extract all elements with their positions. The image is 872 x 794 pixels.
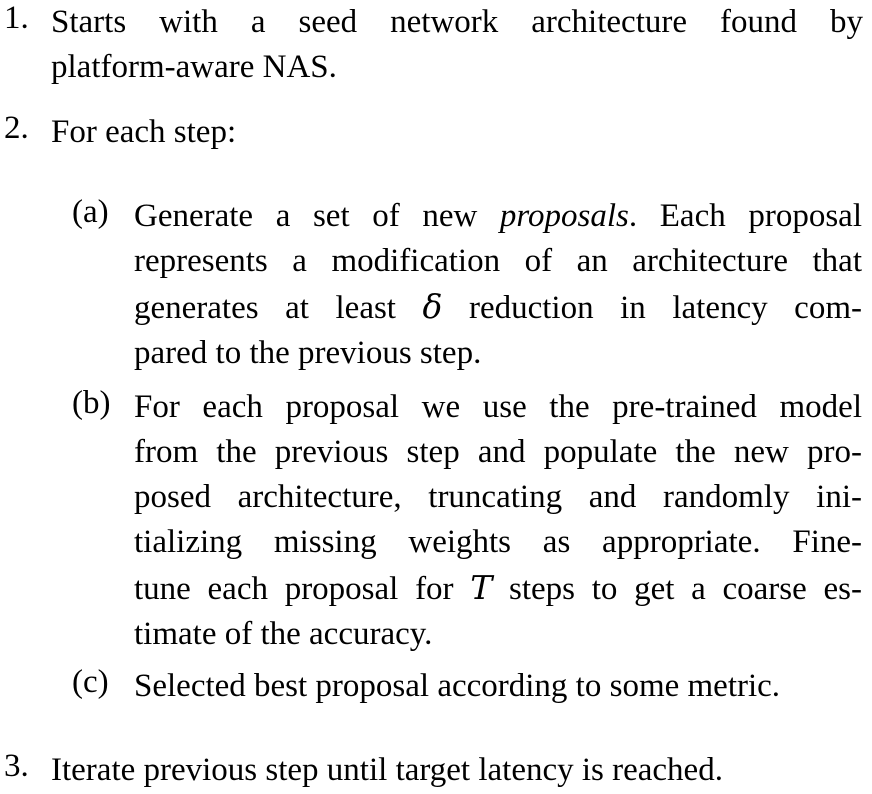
sublist-marker-b: (b) bbox=[72, 385, 111, 421]
sublist-item-a-line-2: represents a modification of an architecture that bbox=[134, 243, 862, 279]
sublist-item-a-line-3 bbox=[134, 284, 862, 331]
list-item-1 bbox=[4, 0, 863, 90]
t-symbol: T bbox=[470, 568, 493, 607]
sublist-item-b-line-4: tializing missing weights as appropriate. Fine- bbox=[134, 524, 862, 560]
list-item-2-text bbox=[51, 110, 863, 155]
list-item-1-line-2: platform-aware NAS. bbox=[51, 49, 337, 85]
list-item-2 bbox=[4, 110, 863, 155]
sublist-item-b-line-3: posed architecture, truncating and randomly ini- bbox=[134, 479, 862, 515]
list-item-3-line-1: Iterate previous step until target latency is reached. bbox=[51, 752, 723, 788]
sublist-item-b bbox=[72, 385, 862, 657]
sublist-item-c-line-1: Selected best proposal according to some metric. bbox=[134, 668, 781, 704]
sublist-item-a-line-1-post: . Each proposal bbox=[628, 198, 862, 234]
list-marker-2: 2. bbox=[4, 110, 29, 146]
sublist-item-c-text bbox=[134, 664, 862, 709]
list-item-3 bbox=[4, 748, 863, 793]
sublist-item-a-line-3-pre: generates at least bbox=[134, 290, 423, 326]
sublist-item-b-line-2: from the previous step and populate the new pro- bbox=[134, 434, 862, 470]
list-item-3-text bbox=[51, 748, 863, 793]
sublist-item-a-text bbox=[134, 194, 862, 376]
sublist-item-b-line-6: timate of the accuracy. bbox=[134, 616, 433, 652]
sublist-marker-a: (a) bbox=[72, 194, 109, 230]
sublist-item-c bbox=[72, 664, 862, 709]
sublist-item-a bbox=[72, 194, 862, 376]
list-marker-3: 3. bbox=[4, 748, 29, 784]
delta-symbol: δ bbox=[422, 287, 443, 326]
sublist-item-b-line-5 bbox=[134, 565, 862, 612]
sublist-item-a-line-1 bbox=[134, 194, 862, 239]
proposals-emphasis: proposals bbox=[499, 198, 629, 234]
list-item-2-line-1: For each step: bbox=[51, 114, 237, 150]
sublist-item-a-line-3-post: reduction in latency com- bbox=[442, 290, 862, 326]
sublist-item-b-line-5-post: steps to get a coarse es- bbox=[492, 571, 862, 607]
sublist-item-a-line-1-pre: Generate a set of new bbox=[134, 198, 500, 234]
sublist-marker-c: (c) bbox=[72, 664, 109, 700]
sublist-item-b-text bbox=[134, 385, 862, 657]
sublist-item-b-line-5-pre: tune each proposal for bbox=[134, 571, 471, 607]
sublist-item-b-line-1: For each proposal we use the pre-trained model bbox=[134, 389, 862, 425]
list-item-1-text bbox=[51, 0, 863, 90]
list-item-1-line-1: Starts with a seed network architecture found by bbox=[51, 4, 863, 40]
sublist-item-a-line-4: pared to the previous step. bbox=[134, 335, 482, 371]
list-marker-1: 1. bbox=[4, 0, 29, 36]
